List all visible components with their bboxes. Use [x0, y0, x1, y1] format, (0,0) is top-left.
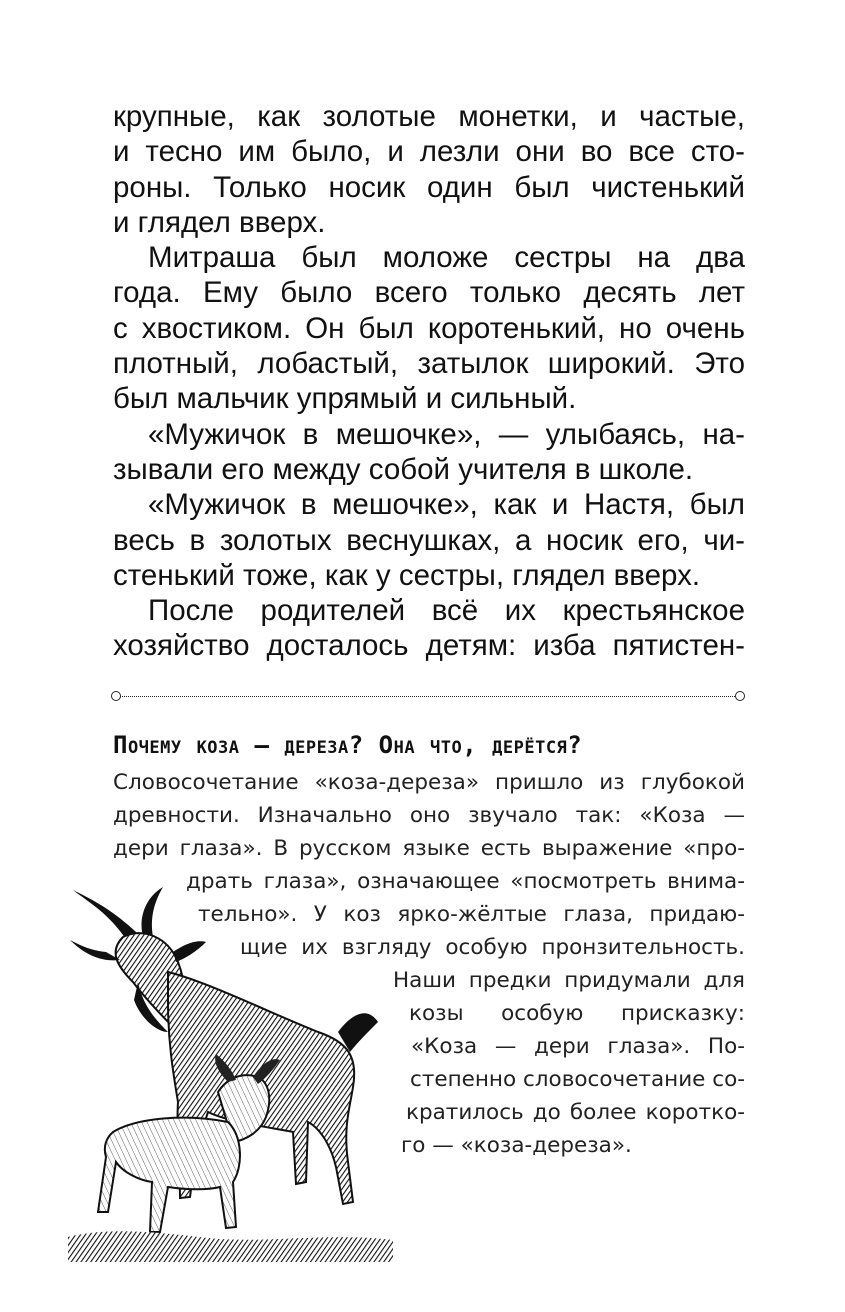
dotted-divider [111, 691, 745, 703]
divider-end-circle [735, 691, 745, 701]
sidebar-line: «Коза — дери глаза». По- [411, 1034, 745, 1059]
sidebar-line: тельно». У коз ярко-жёлтые глаза, придаю- [198, 902, 745, 927]
story-line: года. Ему было всего только десять лет [113, 276, 745, 310]
story-line: и глядел вверх. [113, 205, 326, 239]
story-line: роны. Только носик один был чистенький [113, 170, 745, 204]
story-line: плотный, лобастый, затылок широкий. Это [113, 347, 745, 381]
story-text [113, 99, 745, 664]
sidebar-heading: Почему коза — дереза? Она что, дерётся? [113, 731, 583, 759]
sidebar-line: Наши предки придумали для [393, 968, 745, 993]
sidebar-line: степенно словосочетание со- [410, 1067, 745, 1092]
story-line: крупные, как золотые монетки, и частые, [113, 100, 745, 133]
story-line: хозяйство досталось детям: изба пятистен- [113, 629, 745, 663]
sidebar-line: Словосочетание «коза-дереза» пришло из глубокой [113, 770, 745, 795]
story-line: был мальчик упрямый и сильный. [113, 382, 577, 416]
sidebar-line: козы особую присказку: [409, 1001, 745, 1026]
sidebar-line: го — «коза-дереза». [401, 1133, 632, 1158]
divider-end-circle [111, 691, 121, 701]
story-line: «Мужичок в мешочке», — улыбаясь, на- [148, 417, 745, 451]
story-line: с хвостиком. Он был коротенький, но очень [113, 311, 745, 345]
sidebar-line: кратилось до более коротко- [406, 1100, 745, 1125]
divider-line [117, 696, 739, 697]
goat-illustration [68, 882, 398, 1262]
story-line: Митраша был моложе сестры на два [148, 241, 745, 275]
sidebar-line: щие их взгляду особую пронзительность. [240, 935, 745, 960]
sidebar-line: драть глаза», означающее «посмотреть внима- [186, 869, 745, 894]
story-line: После родителей всё их крестьянское [148, 594, 745, 628]
sidebar-line: древности. Изначально оно звучало так: «Коза — [113, 803, 745, 828]
sidebar-line: дери глаза». В русском языке есть выражение «про- [113, 836, 745, 861]
story-line: «Мужичок в мешочке», как и Настя, был [148, 488, 745, 522]
story-line: весь в золотых веснушках, а носик его, чи- [113, 523, 745, 557]
story-line: и тесно им было, и лезли они во все сто- [113, 135, 745, 169]
story-line: зывали его между собой учителя в школе. [113, 452, 694, 486]
story-line: стенький тоже, как у сестры, глядел вверх. [113, 558, 701, 592]
